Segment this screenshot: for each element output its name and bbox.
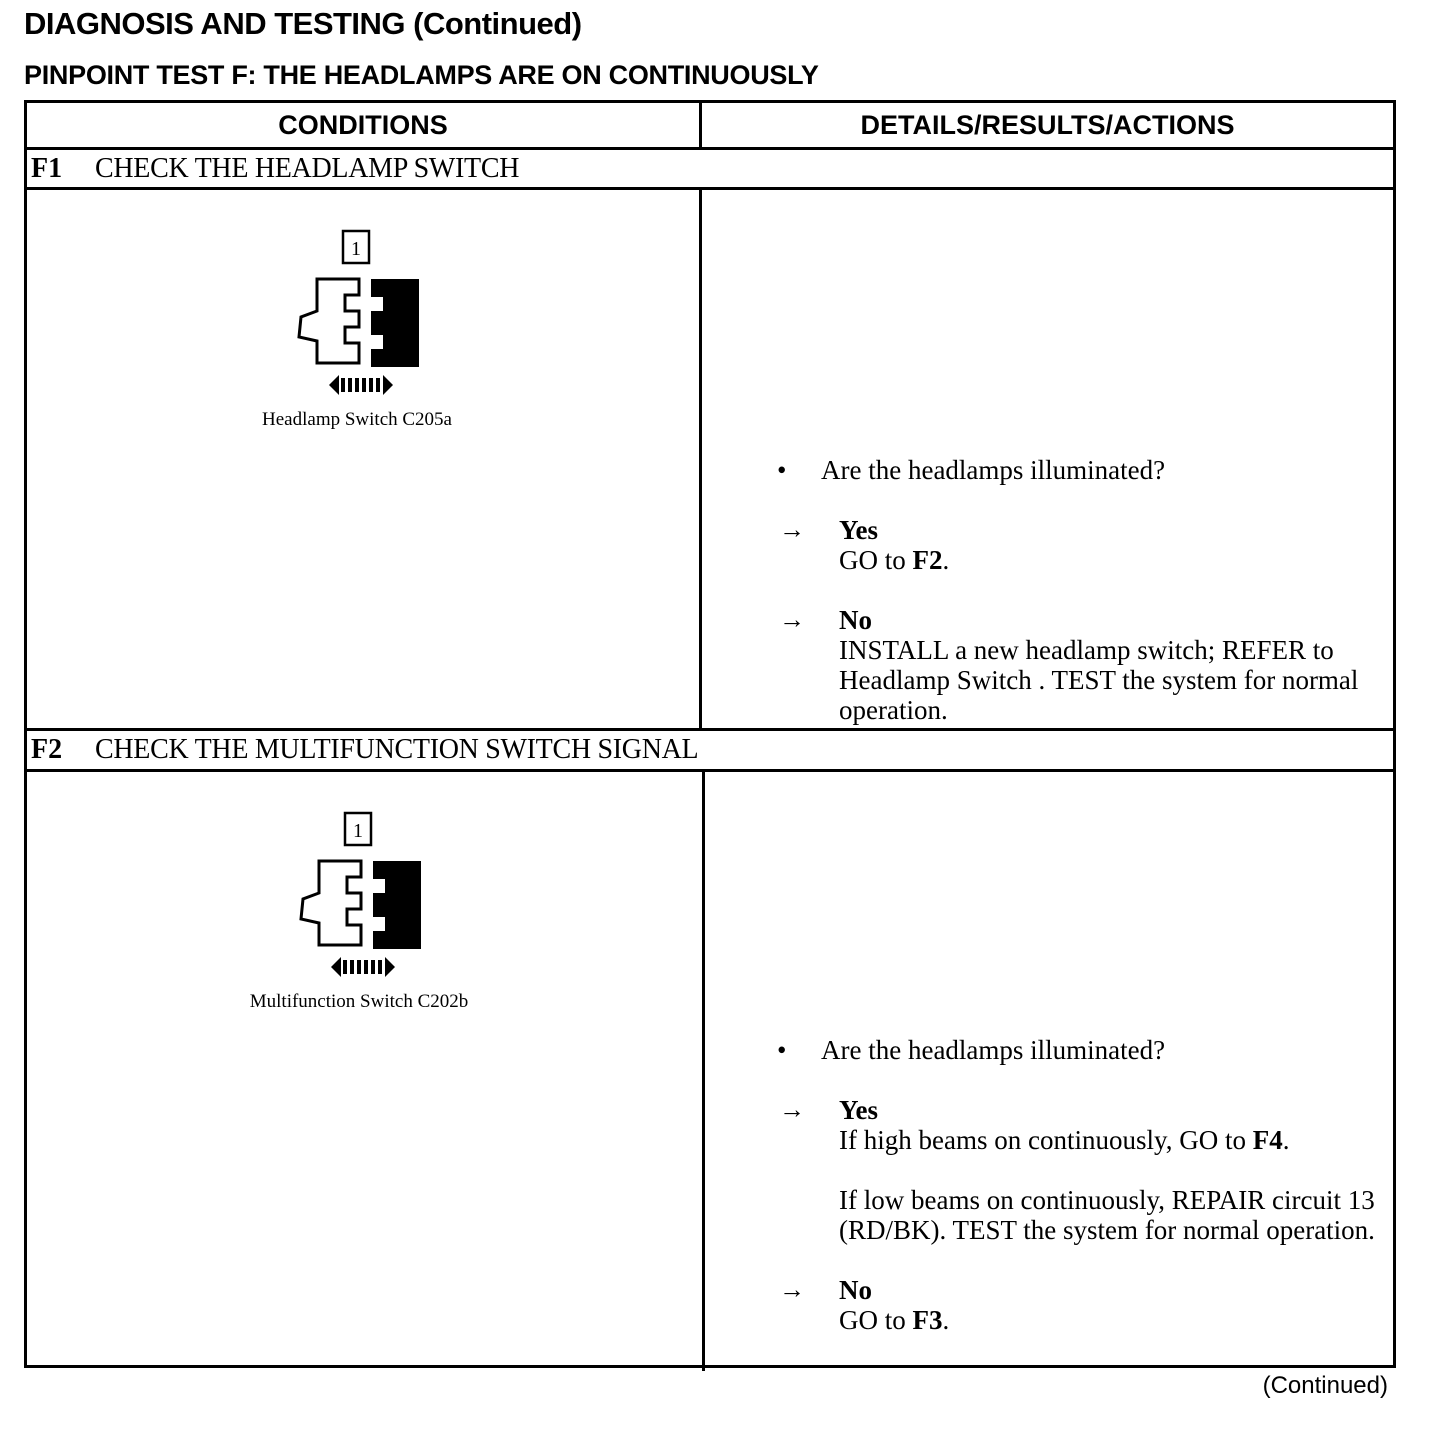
yes-text xyxy=(839,545,1397,575)
page-title: DIAGNOSIS AND TESTING (Continued) xyxy=(24,6,582,41)
no-text xyxy=(839,1305,1377,1335)
step-reference: F4 xyxy=(1252,1125,1283,1155)
question-text: Are the headlamps illuminated? xyxy=(821,455,1166,485)
question xyxy=(777,455,1397,485)
yes-label: Yes xyxy=(839,515,878,545)
divider xyxy=(699,189,702,729)
outcome-yes xyxy=(777,515,1397,575)
yes-text-2: If low beams on continuously, REPAIR circuit 13 (RD/BK). TEST the system for normal operation. xyxy=(839,1185,1375,1245)
arrow-icon: → xyxy=(779,1275,805,1304)
outcome-no xyxy=(777,605,1397,725)
figure-caption: Multifunction Switch C202b xyxy=(249,991,469,1012)
conditions-header: CONDITIONS xyxy=(278,110,448,140)
no-text-prefix: GO to xyxy=(839,1305,913,1335)
connector-icon xyxy=(287,229,427,399)
arrow-icon: → xyxy=(779,605,805,634)
divider xyxy=(699,103,702,148)
question-text: Are the headlamps illuminated? xyxy=(821,1035,1166,1065)
figure-number: 1 xyxy=(353,820,363,842)
no-text: INSTALL a new headlamp switch; REFER to Headlamp Switch . TEST the system for normal operation. xyxy=(839,635,1359,725)
outcome-no xyxy=(777,1275,1377,1335)
step-reference: F2 xyxy=(912,545,943,575)
step-id: F1 xyxy=(31,153,63,184)
divider xyxy=(27,769,1393,772)
step-id: F2 xyxy=(31,734,63,765)
divider xyxy=(702,771,705,1371)
arrow-icon: → xyxy=(779,1095,805,1124)
step-title: CHECK THE MULTIFUNCTION SWITCH SIGNAL xyxy=(95,734,699,765)
question xyxy=(777,1035,1377,1065)
pinpoint-test-table xyxy=(24,100,1396,1368)
step-row-f2 xyxy=(27,731,1393,769)
multifunction-switch-figure xyxy=(209,811,509,1013)
step-row-f1 xyxy=(27,150,1393,188)
bullet-icon: • xyxy=(777,455,787,485)
yes-text-suffix: . xyxy=(1282,1125,1290,1155)
no-label: No xyxy=(839,605,872,635)
connector-icon xyxy=(289,811,429,981)
step-reference: F3 xyxy=(912,1305,943,1335)
yes-text-suffix: . xyxy=(942,545,950,575)
yes-text-prefix: GO to xyxy=(839,545,913,575)
figure-number: 1 xyxy=(351,238,361,260)
continued-label: (Continued) xyxy=(1262,1372,1388,1399)
f2-details xyxy=(777,1035,1377,1335)
f1-details xyxy=(777,455,1397,725)
yes-label: Yes xyxy=(839,1095,878,1125)
step-title: CHECK THE HEADLAMP SWITCH xyxy=(95,153,520,184)
divider xyxy=(27,187,1393,190)
bullet-icon: • xyxy=(777,1035,787,1065)
no-label: No xyxy=(839,1275,872,1305)
headlamp-switch-figure xyxy=(207,229,507,431)
figure-caption: Headlamp Switch C205a xyxy=(262,409,452,430)
arrow-icon: → xyxy=(779,515,805,544)
outcome-yes xyxy=(777,1095,1377,1245)
yes-text xyxy=(839,1125,1377,1155)
no-text-suffix: . xyxy=(942,1305,950,1335)
yes-text-prefix: If high beams on continuously, GO to xyxy=(839,1125,1253,1155)
details-header: DETAILS/RESULTS/ACTIONS xyxy=(860,110,1235,140)
test-title: PINPOINT TEST F: THE HEADLAMPS ARE ON CONTINUOUSLY xyxy=(24,60,819,90)
